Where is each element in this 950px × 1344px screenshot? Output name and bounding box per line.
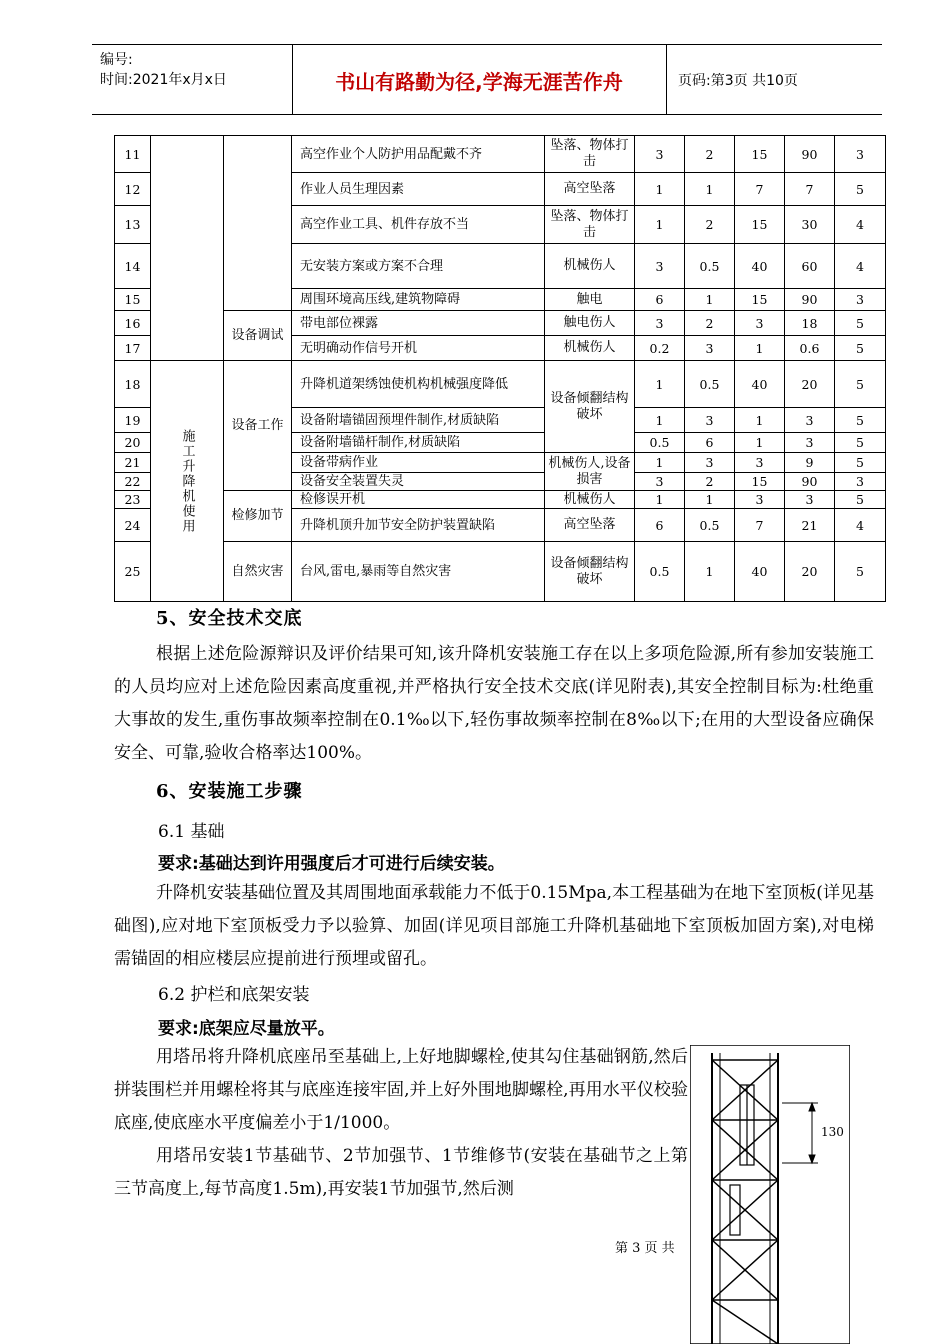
accident-cell: 机械伤人 (545, 244, 635, 289)
c-cell: 7 (735, 173, 785, 206)
hazard-cell: 设备带病作业 (292, 453, 545, 473)
accident-cell: 机械伤人 (545, 491, 635, 509)
row-no: 11 (115, 136, 151, 173)
l-cell: 3 (635, 311, 685, 336)
level-cell: 5 (835, 173, 886, 206)
hazard-cell: 设备安全装置失灵 (292, 473, 545, 491)
e-cell: 2 (685, 206, 735, 244)
c-cell: 1 (735, 408, 785, 433)
c-cell: 40 (735, 361, 785, 408)
d-cell: 3 (785, 433, 835, 453)
accident-cell: 坠落、物体打击 (545, 206, 635, 244)
header-meta (100, 50, 227, 90)
l-cell: 1 (635, 491, 685, 509)
e-cell: 0.5 (685, 361, 735, 408)
l-cell: 0.5 (635, 542, 685, 602)
d-cell: 0.6 (785, 336, 835, 361)
level-cell: 5 (835, 408, 886, 433)
hazard-cell: 设备附墙锚固预埋件制作,材质缺陷 (292, 408, 545, 433)
accident-cell: 机械伤人 (545, 336, 635, 361)
table-row (115, 542, 886, 602)
e-cell: 3 (685, 453, 735, 473)
row-no: 16 (115, 311, 151, 336)
level-cell: 5 (835, 336, 886, 361)
level-cell: 5 (835, 311, 886, 336)
row-no: 13 (115, 206, 151, 244)
doc-time: 时间:2021年x月x日 (100, 72, 227, 88)
e-cell: 1 (685, 542, 735, 602)
d-cell: 18 (785, 311, 835, 336)
subgroup-cell (224, 136, 292, 311)
row-no: 12 (115, 173, 151, 206)
l-cell: 3 (635, 473, 685, 491)
d-cell: 7 (785, 173, 835, 206)
header-rule-bottom (92, 114, 882, 115)
d-cell: 90 (785, 289, 835, 311)
l-cell: 3 (635, 244, 685, 289)
accident-cell: 触电伤人 (545, 311, 635, 336)
header-rule-top (92, 44, 882, 45)
level-cell: 3 (835, 136, 886, 173)
hazard-cell: 无安装方案或方案不合理 (292, 244, 545, 289)
accident-cell: 设备倾翻结构破坏 (545, 542, 635, 602)
row-no: 23 (115, 491, 151, 509)
page-footer: 第 3 页 共 (615, 1241, 675, 1256)
subgroup-repair: 检修加节 (224, 491, 292, 542)
requirement-1: 要求:基础达到许用强度后才可进行后续安装。 (158, 854, 505, 874)
c-cell: 15 (735, 206, 785, 244)
level-cell: 5 (835, 361, 886, 408)
table-row (115, 311, 886, 336)
row-no: 17 (115, 336, 151, 361)
e-cell: 1 (685, 289, 735, 311)
hazard-cell: 带电部位裸露 (292, 311, 545, 336)
l-cell: 3 (635, 136, 685, 173)
hazard-cell: 高空作业个人防护用品配戴不齐 (292, 136, 545, 173)
d-cell: 21 (785, 509, 835, 542)
group-use: 施工升降机使用 (151, 361, 224, 602)
e-cell: 0.5 (685, 244, 735, 289)
c-cell: 1 (735, 336, 785, 361)
l-cell: 1 (635, 173, 685, 206)
hazard-cell: 作业人员生理因素 (292, 173, 545, 206)
row-no: 24 (115, 509, 151, 542)
d-cell: 20 (785, 361, 835, 408)
header-divider (666, 44, 667, 114)
level-cell: 4 (835, 206, 886, 244)
section6-title: 6、安装施工步骤 (156, 781, 303, 802)
level-cell: 3 (835, 289, 886, 311)
level-cell: 5 (835, 542, 886, 602)
hazard-evaluation-table (114, 135, 886, 602)
l-cell: 0.2 (635, 336, 685, 361)
hazard-cell: 升降机道架绣蚀使机构机械强度降低 (292, 361, 545, 408)
d-cell: 3 (785, 408, 835, 433)
page-indicator: 页码:第3页 共10页 (678, 73, 798, 89)
d-cell: 30 (785, 206, 835, 244)
level-cell: 5 (835, 491, 886, 509)
l-cell: 1 (635, 408, 685, 433)
subgroup-debug: 设备调试 (224, 311, 292, 361)
d-cell: 9 (785, 453, 835, 473)
l-cell: 0.5 (635, 433, 685, 453)
section5-title: 5、安全技术交底 (156, 608, 303, 629)
subsection-6-1: 6.1 基础 (158, 822, 225, 842)
level-cell: 3 (835, 473, 886, 491)
l-cell: 6 (635, 509, 685, 542)
e-cell: 3 (685, 336, 735, 361)
row-no: 14 (115, 244, 151, 289)
group-cell (151, 136, 224, 361)
dimension-label: 130 (821, 1125, 844, 1139)
hazard-cell: 升降机顶升加节安全防护装置缺陷 (292, 509, 545, 542)
d-cell: 3 (785, 491, 835, 509)
level-cell: 5 (835, 433, 886, 453)
e-cell: 2 (685, 311, 735, 336)
page-header (92, 44, 882, 116)
e-cell: 2 (685, 136, 735, 173)
row-no: 22 (115, 473, 151, 491)
table-row (115, 136, 886, 173)
e-cell: 1 (685, 173, 735, 206)
table-row (115, 361, 886, 408)
table-row (115, 491, 886, 509)
d-cell: 60 (785, 244, 835, 289)
c-cell: 3 (735, 311, 785, 336)
hazard-cell: 检修误开机 (292, 491, 545, 509)
c-cell: 15 (735, 136, 785, 173)
accident-cell: 触电 (545, 289, 635, 311)
level-cell: 5 (835, 453, 886, 473)
c-cell: 40 (735, 244, 785, 289)
e-cell: 3 (685, 408, 735, 433)
hazard-cell: 台风,雷电,暴雨等自然灾害 (292, 542, 545, 602)
level-cell: 4 (835, 509, 886, 542)
row-no: 20 (115, 433, 151, 453)
row-no: 25 (115, 542, 151, 602)
d-cell: 20 (785, 542, 835, 602)
accident-cell-merged: 设备倾翻结构破坏 (545, 361, 635, 453)
l-cell: 6 (635, 289, 685, 311)
e-cell: 6 (685, 433, 735, 453)
doc-number: 编号: (100, 52, 133, 68)
requirement-2: 要求:底架应尽量放平。 (158, 1019, 335, 1039)
section6-1-paragraph: 升降机安装基础位置及其周围地面承载能力不低于0.15Mpa,本工程基础为在地下室顶板(详见基础图),应对地下室顶板受力予以验算、加固(详见项目部施工升降机基础地下室顶板加固方案),对电梯需锚固的相应楼层应提前进行预埋或留孔。 (114, 883, 874, 969)
subsection-6-2: 6.2 护栏和底架安装 (158, 985, 310, 1005)
c-cell: 3 (735, 491, 785, 509)
l-cell: 1 (635, 453, 685, 473)
l-cell: 1 (635, 361, 685, 408)
row-no: 19 (115, 408, 151, 433)
hazard-cell: 无明确动作信号开机 (292, 336, 545, 361)
section6-2-paragraph: 用塔吊将升降机底座吊至基础上,上好地脚螺栓,使其勾住基础钢筋,然后拼装围栏并用螺栓将其与底座连接牢固,并上好外围地脚螺栓,再用水平仪校验底座,使底座水平度偏差小于1/1000。 (114, 1047, 688, 1133)
e-cell: 2 (685, 473, 735, 491)
section5-paragraph: 根据上述危险源辩识及评价结果可知,该升降机安装施工存在以上多项危险源,所有参加安装施工的人员均应对上述危险因素高度重视,并严格执行安全技术交底(详见附表),其安全控制目标为:杜绝重大事故的发生,重伤事故频率控制在0.1‰以下,轻伤事故频率控制在8‰以下;在用的大型设备应确保安全、可靠,验收合格率达100%。 (114, 644, 874, 763)
accident-cell: 坠落、物体打击 (545, 136, 635, 173)
c-cell: 40 (735, 542, 785, 602)
header-motto: 书山有路勤为径,学海无涯苦作舟 (335, 70, 623, 94)
c-cell: 7 (735, 509, 785, 542)
subgroup-work: 设备工作 (224, 361, 292, 491)
section6-2-paragraph-2: 用塔吊安装1节基础节、2节加强节、1节维修节(安装在基础节之上第三节高度上,每节高度1.5m),再安装1节加强节,然后测 (114, 1146, 688, 1199)
c-cell: 15 (735, 473, 785, 491)
l-cell: 1 (635, 206, 685, 244)
d-cell: 90 (785, 136, 835, 173)
e-cell: 1 (685, 491, 735, 509)
hazard-cell: 高空作业工具、机件存放不当 (292, 206, 545, 244)
subgroup-nature: 自然灾害 (224, 542, 292, 602)
row-no: 15 (115, 289, 151, 311)
c-cell: 15 (735, 289, 785, 311)
e-cell: 0.5 (685, 509, 735, 542)
hazard-cell: 设备附墙锚杆制作,材质缺陷 (292, 433, 545, 453)
mast-section-figure (690, 1045, 850, 1344)
c-cell: 3 (735, 453, 785, 473)
accident-cell: 高空坠落 (545, 173, 635, 206)
level-cell: 4 (835, 244, 886, 289)
accident-cell: 高空坠落 (545, 509, 635, 542)
row-no: 18 (115, 361, 151, 408)
d-cell: 90 (785, 473, 835, 491)
hazard-cell: 周围环境高压线,建筑物障碍 (292, 289, 545, 311)
accident-cell-merged: 机械伤人,设备损害 (545, 453, 635, 491)
c-cell: 1 (735, 433, 785, 453)
row-no: 21 (115, 453, 151, 473)
